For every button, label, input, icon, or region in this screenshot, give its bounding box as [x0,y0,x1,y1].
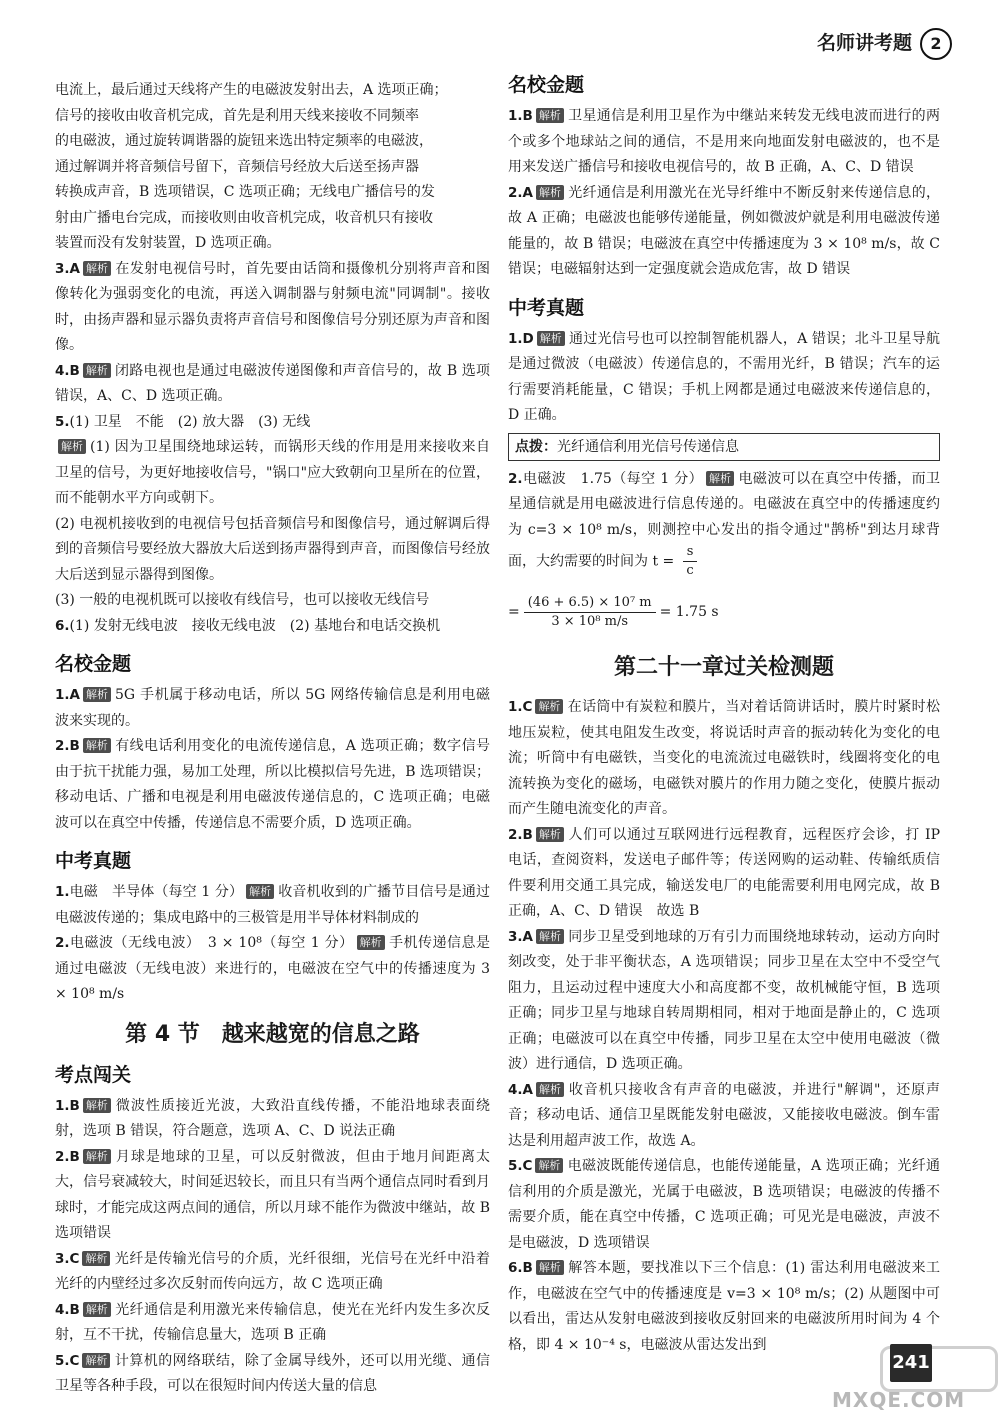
item-answer: 电磁波 1.75（每空 1 分） [522,470,704,487]
right-column [508,72,940,1358]
item-text: 收音机收到的广播节目信号是通过电磁波传递的；集成电路中的三极管是用半导体材料制成的 [55,884,490,926]
item-number: 6. [55,617,70,634]
analysis-tag: 解析 [536,1260,564,1275]
intro-line: 信号的接收由收音机完成，首先是利用天线来接收不同频率 [55,107,419,124]
page-header [817,28,952,60]
answer-item [508,1256,940,1358]
analysis-tag: 解析 [535,1158,563,1173]
formula-equals: = [508,603,520,620]
answer-item-6 [55,614,490,640]
answer-item [55,257,490,359]
analysis-tag: 解析 [83,261,111,276]
answer-item [508,327,940,429]
item-number: 2.A [508,184,533,201]
answer-item [55,1247,490,1298]
analysis-tag: 解析 [83,1149,111,1164]
intro-line: 电流上，最后通过天线将产生的电磁波发射出去，A 选项正确； [55,82,448,98]
item-text: 卫星通信是利用卫星作为中继站来转发无线电波而进行的两个或多个地球站之间的通信，不是用来向地面发射电磁波的，也不是用来发送广播信号和接收电视信号的，故 B 正确，A、C、D 错误 [508,108,940,175]
section-title: 第 4 节 越来越宽的信息之路 [125,1021,420,1047]
answer-item [508,1154,940,1256]
analysis-tag: 解析 [357,935,385,950]
answer-item [508,181,940,283]
analysis-tag: 解析 [706,471,734,486]
section-heading-exam-questions: 中考真题 [55,850,132,872]
item-number: 1.D [508,330,534,347]
item-number: 5.C [508,1158,533,1174]
answer-item [55,734,490,836]
item-text: 在话筒中有炭粒和膜片，当对着话筒讲话时，膜片时紧时松地压炭粒，使其电阻发生改变，将说话时声音的振动转化为变化的电流；听筒中有电磁铁，当变化的电流流过电磁铁时，线圈将变化的电流转换为变化的磁场，电磁铁对膜片的作用力随之变化，使膜片振动而产生随电流变化的声音。 [508,699,940,817]
answer-item [55,1298,490,1349]
analysis-tag: 解析 [535,699,563,714]
analysis-tag: 解析 [536,929,564,944]
header-title: 名师讲考题 [816,32,912,55]
chapter-test-list [508,695,940,1358]
analysis-tag: 解析 [58,439,86,454]
answer-item [508,1078,940,1155]
item-text: 在发射电视信号时，首先要由话筒和摄像机分别将声音和图像转化为强弱变化的电流，再送入调制器与射频电流"同调制"。接收时，由扬声器和显示器负责将声音信号和图像信号分别还原为声音和图像。 [55,260,490,353]
item-text: 光纤通信是利用激光在光导纤维中不断反射来传递信息的，故 A 正确；电磁波也能够传递能量，例如微波炉就是利用电磁波传递能量的，故 B 错误；电磁波在真空中传播速度为 3 × 10⁸ m/s，故 C 错误；电磁辐射达到一定强度就会造成危害，故 D 错误 [508,184,940,277]
answer-item-5-part-2: (2) 电视机接收到的电视信号包括音频信号和图像信号，通过解调后得到的音频信号要经放大器放大后送到扬声器得到声音，而图像信号经放大后送到显示器得到图像。 [55,515,490,583]
answer-item-5-analysis [55,435,490,512]
item-text: 通过光信号也可以控制智能机器人，A 错误；北斗卫星导航是通过微波（电磁波）传递信息的，不需用光纤，B 错误；汽车的运行需要消耗能量，C 错误；手机上网都是通过电磁波来传递信息的，D 正确。 [508,330,940,423]
formula-numerator: (46 + 6.5) × 10⁷ m [524,594,656,613]
item-text: (1) 发射无线电波 接收无线电波 (2) 基地台和电话交换机 [69,617,441,634]
item-text: 光纤通信是利用激光来传输信息，使光在光纤内发生多次反射，互不干扰，传输信息量大，选项 B 正确 [55,1301,490,1343]
section-heading-school-questions-right: 名校金题 [508,74,585,96]
header-logo-icon: 2 [920,28,952,60]
item-answer: 电磁波（无线电波） 3 × 10⁸（每空 1 分） [69,935,354,951]
item-text: 解答本题，要找准以下三个信息：(1) 雷达利用电磁波来工作，电磁波在空气中的传播速度是 v=3 × 10⁸ m/s；(2) 从题图中可以看出，雷达从发射电磁波到接收反射回来的电磁波所用时间为 4 个格，即 4 × 10⁻⁴ s，电磁波从雷达发出到 [508,1260,940,1353]
analysis-tag: 解析 [246,884,274,899]
time-formula [508,594,940,631]
intro-line: 通过解调并将音频信号留下，音频信号经放大后送至扬声器 [55,158,419,175]
analysis-tag: 解析 [83,738,111,753]
intro-line: 射由广播电台完成，而接收则由收音机完成，收音机只有接收 [55,209,433,226]
item-text: 计算机的网络联结，除了金属导线外，还可以用光缆、通信卫星等各种手段，可以在很短时间内传送大量的信息 [55,1352,490,1394]
chapter-title: 第二十一章过关检测题 [613,655,834,680]
analysis-tag: 解析 [536,1082,564,1097]
item-text: 5G 手机属于移动电话，所以 5G 网络传输信息是利用电磁波来实现的。 [55,687,490,729]
answer-item-2-right [508,467,940,581]
answer-item [55,1349,490,1400]
answer-item [508,925,940,1078]
answer-item [55,880,490,931]
item-number: 1.B [508,108,533,124]
fraction-denominator: c [686,563,694,578]
analysis-tag: 解析 [83,687,111,702]
intro-line: 转换成声音，B 选项错误，C 选项正确；无线电广播信号的发 [55,184,435,200]
section-heading-exam-questions-right: 中考真题 [508,296,585,319]
answer-item [508,104,940,181]
item-text: 手机传递信息是通过电磁波（无线电波）来进行的，电磁波在空气中的传播速度为 3 × 10⁸ m/s [55,935,490,1002]
answer-item [508,695,940,823]
formula-denominator: 3 × 10⁸ m/s [551,614,629,629]
formula-fraction [524,594,656,631]
formula-result: = 1.75 s [659,603,719,620]
item-number: 1. [55,884,70,900]
item-text: 收音机只接收含有声音的电磁波，并进行"解调"，还原声音；移动电话、通信卫星既能发射电磁波，又能接收电磁波。倒车雷达是利用超声波工作，故选 A。 [508,1081,940,1149]
item-number: 3.A [508,928,533,945]
school-questions-list [55,683,490,836]
school-questions-list-right [508,104,940,283]
item-number: 5. [55,413,70,430]
item-number: 4.B [55,362,80,379]
item-number: 3.A [55,260,80,277]
item-number: 3.C [55,1250,80,1267]
answer-item [55,1094,490,1145]
intro-paragraph [55,78,490,257]
answer-item [55,359,490,410]
item-number: 6.B [508,1260,533,1276]
analysis-tag: 解析 [83,1098,111,1113]
answer-item [55,683,490,734]
item-text: 电磁波既能传递信息，也能传递能量，A 选项正确；光纤通信利用的介质是激光，光属于电磁波，B 选项错误；电磁波的传播不需要介质，能在真空中传播，C 选项正确；可见光是电磁波，声波不是电磁波，D 选项错误 [508,1158,940,1251]
item-number: 2.B [55,1148,80,1165]
analysis-tag: 解析 [82,1353,110,1368]
intro-line: 装置而没有发射装置，D 选项正确。 [55,235,281,251]
item-number: 4.B [55,1301,80,1318]
item-number: 5.C [55,1352,80,1369]
analysis-part-1: (1) 因为卫星围绕地球运转，而锅形天线的作用是用来接收来自卫星的信号，为更好地接收信号，"锅口"应大致朝向卫星所在的位置，而不能朝水平方向或朝下。 [55,439,490,506]
item-answer: 电磁 半导体（每空 1 分） [69,884,244,900]
left-column [55,78,490,1400]
checkpoint-questions-list [55,1094,490,1400]
intro-line: 的电磁波，通过旋转调谐器的旋钮来选出特定频率的电磁波， [55,133,433,149]
answer-item [508,823,940,925]
item-number: 1.C [508,699,533,715]
page-number: 241 [890,1344,932,1382]
exam-questions-list-right [508,327,940,429]
answer-item [55,1145,490,1247]
answer-item-5-part-3: (3) 一般的电视机既可以接收有线信号，也可以接收无线信号 [55,592,430,608]
analysis-tag: 解析 [83,363,111,378]
tip-label: 点拨： [515,438,557,455]
answer-item [55,931,490,1008]
item-text: 人们可以通过互联网进行远程教育，远程医疗会诊，打 IP 电话，查阅资料，发送电子邮件等；传送网购的运动鞋、传输纸质信件要利用交通工具完成，输送发电厂的电能需要利用电网完成，故 B 正确，A、C、D 错误 故选 B [508,826,940,919]
item-text: 电磁波可以在真空中传播，而卫星通信就是用电磁波进行信息传递的。电磁波在真空中的传播速度约为 c=3 × 10⁸ m/s，则测控中心发出的指令通过"鹊桥"到达月球背面，大约需要的时间为 t = [508,470,941,570]
section-heading-checkpoints: 考点闯关 [55,1063,132,1086]
item-text: 光纤是传输光信号的介质，光纤很细，光信号在光纤中沿着光纤的内壁经过多次反射而传向远方，故 C 选项正确 [55,1250,490,1292]
left-answer-list [55,257,490,410]
item-number: 2.B [55,738,80,754]
fraction-numerator: s [683,543,698,562]
analysis-tag: 解析 [536,185,564,200]
item-number: 4.A [508,1081,533,1098]
tip-box [508,433,940,461]
item-number: 2. [508,470,523,487]
item-number: 2.B [508,826,533,843]
item-text: 同步卫星受到地球的万有引力而围绕地球转动，运动方向时刻改变，处于非平衡状态，A 选项错误；同步卫星在太空中不受空气阻力，且运动过程中速度大小和高度都不变，故机械能守恒，B 选项正确；同步卫星与地球自转周期相同，相对于地面是静止的，C 选项正确；电磁波可以在真空中传播，同步卫星在太空中使用电磁波（微波）进行通信，D 选项正确。 [508,928,940,1072]
item-number: 1.A [55,687,80,703]
item-text: 月球是地球的卫星，可以反射微波，但由于地月间距离太大，信号衰减较大，时间延迟较长，而且只有当两个通信点同时看到月球时，才能完成这两点间的通信，所以月球不能作为微波中继站，故 B 选项错误 [55,1148,490,1241]
tip-text: 光纤通信利用光信号传递信息 [557,438,739,455]
item-number: 2. [55,935,70,951]
item-answer: (1) 卫星 不能 (2) 放大器 (3) 无线 [69,413,311,430]
analysis-tag: 解析 [536,827,564,842]
item-text: 微波性质接近光波，大致沿直线传播，不能沿地球表面绕射，选项 B 错误，符合题意，选项 A、C、D 说法正确 [55,1097,490,1139]
analysis-tag: 解析 [82,1251,110,1266]
analysis-tag: 解析 [83,1302,111,1317]
item-text: 闭路电视也是通过电磁波传递图像和声音信号的，故 B 选项错误，A、C、D 选项正确。 [55,362,490,404]
analysis-tag: 解析 [537,331,565,346]
exam-questions-list [55,880,490,1008]
section-heading-school-questions: 名校金题 [55,653,132,675]
watermark-text: MXQE.COM [832,1388,966,1412]
item-number: 1.B [55,1097,80,1114]
answer-item-5 [55,410,490,436]
time-fraction [683,543,698,580]
item-text: 有线电话利用变化的电流传递信息，A 选项正确；数字信号由于抗干扰能力强，易加工处理，所以比模拟信号先进，B 选项错误；移动电话、广播和电视是利用电磁波传递信息的，C 选项正确；电磁波可以在真空中传播，传递信息不需要介质，D 选项正确。 [55,738,490,831]
analysis-tag: 解析 [536,108,564,123]
